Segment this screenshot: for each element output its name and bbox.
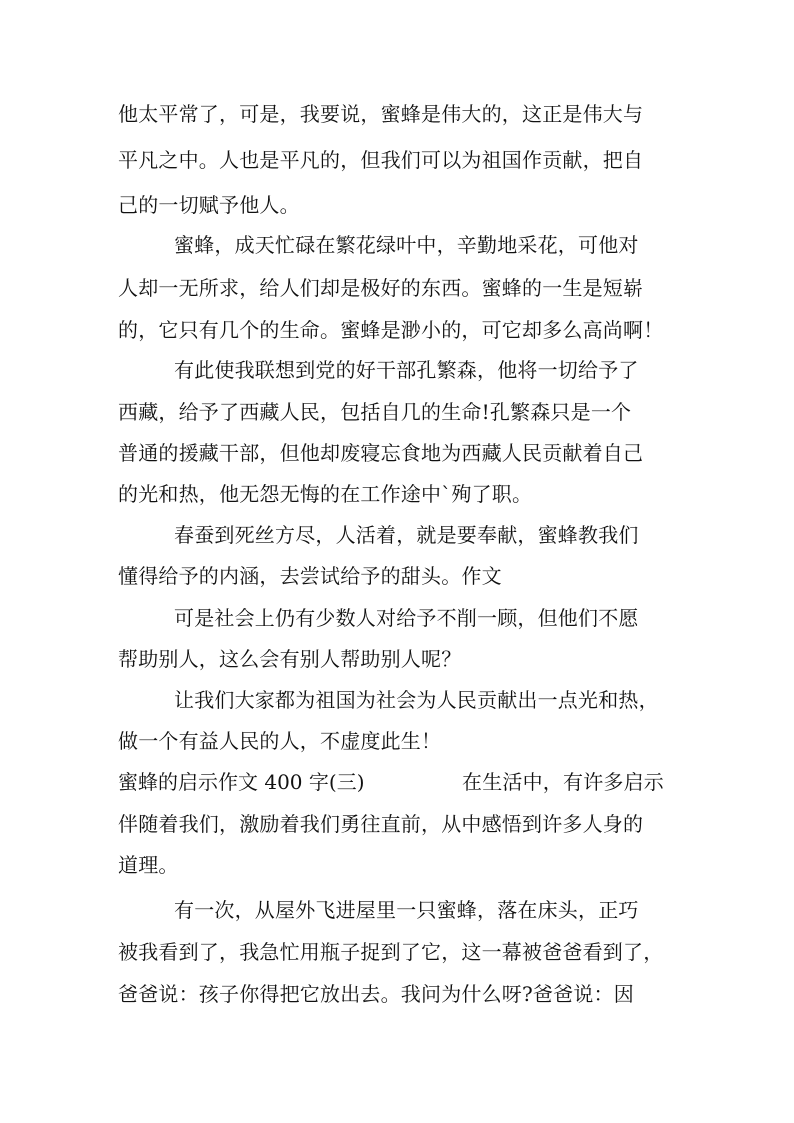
text-line: 平凡之中。人也是平凡的，但我们可以为祖国作贡献，把自	[118, 148, 644, 172]
text-line: 蜜蜂，成天忙碌在繁花绿叶中，辛勤地采花，可他对	[174, 233, 639, 257]
text-line: 的光和热，他无怨无悔的在工作途中`殉了职。	[118, 482, 533, 506]
text-line: 道理。	[118, 853, 179, 877]
text-line: 春蚕到死丝方尽，人活着，就是要奉献，蜜蜂教我们	[174, 523, 639, 547]
text-line: 有一次，从屋外飞进屋里一只蜜蜂，落在床头，正巧	[174, 898, 639, 922]
text-line: 伴随着我们，激励着我们勇往直前，从中感悟到许多人身的	[118, 812, 644, 836]
text-line: 在生活中，有许多启示	[462, 770, 664, 794]
text-line: 他太平常了，可是，我要说，蜜蜂是伟大的，这正是伟大与	[118, 102, 644, 126]
text-line: 懂得给予的内涵，去尝试给予的甜头。作文	[118, 564, 502, 588]
text-line: 让我们大家都为祖国为社会为人民贡献出一点光和热，	[174, 688, 659, 712]
text-line: 的，它只有几个的生命。蜜蜂是渺小的，可它却多么高尚啊！	[118, 318, 664, 342]
text-line: 爸爸说：孩子你得把它放出去。我问为什么呀?爸爸说：因	[118, 982, 634, 1006]
text-line: 帮助别人，这么会有别人帮助别人呢？	[118, 647, 462, 671]
text-line: 人却一无所求，给人们却是极好的东西。蜜蜂的一生是短崭	[118, 276, 644, 300]
text-line: 西藏，给予了西藏人民，包括自几的生命!孔繁森只是一个	[118, 400, 632, 424]
text-line: 做一个有益人民的人，不虚度此生！	[118, 729, 442, 753]
text-line: 有此使我联想到党的好干部孔繁森，他将一切给予了	[174, 358, 639, 382]
text-line: 可是社会上仍有少数人对给予不削一顾，但他们不愿	[174, 606, 639, 630]
text-line: 普通的援藏干部，但他却废寝忘食地为西藏人民贡献着自己	[118, 441, 644, 465]
section-title: 蜜蜂的启示作文 400 字(三)	[118, 770, 365, 794]
text-line: 被我看到了，我急忙用瓶子捉到了它，这一幕被爸爸看到了，	[118, 940, 664, 964]
text-line: 己的一切赋予他人。	[118, 193, 300, 217]
